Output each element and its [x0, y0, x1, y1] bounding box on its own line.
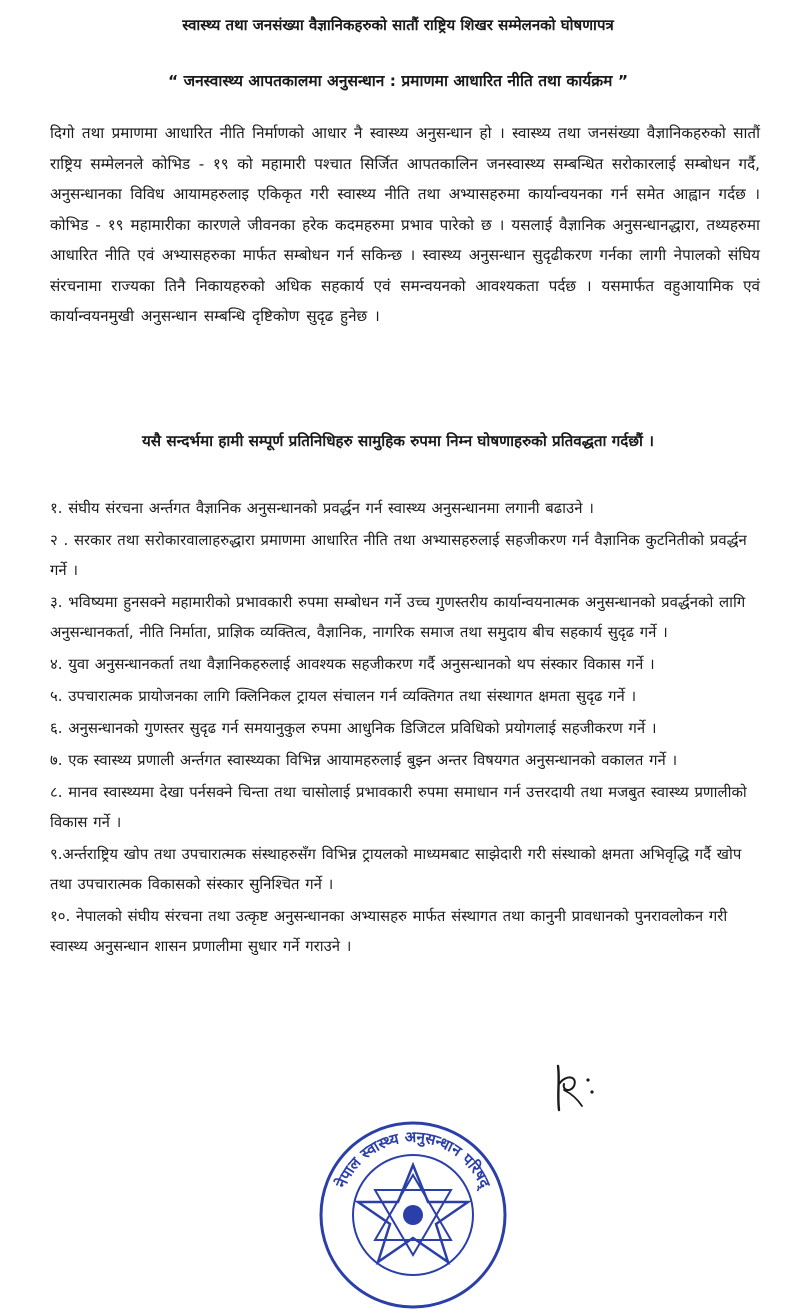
- declaration-points: [50, 493, 762, 963]
- organization-seal: [318, 1120, 508, 1310]
- declaration-point-5: ५. उपचारात्मक प्रायोजनका लागि क्लिनिकल ट्रायल संचालन गर्न व्यक्तिगत तथा संस्थागत क्षमता सुदृढ गर्ने ।: [50, 687, 637, 705]
- declaration-point-8: ८. मानव स्वास्थ्यमा देखा पर्नसक्ने चिन्ता तथा चासोलाई प्रभावकारी रुपमा समाधान गर्न उत्तरदायी तथा मजबुत स्वास्थ्य प्रणालीको विकास गर्ने ।: [50, 783, 747, 831]
- intro-paragraph: दिगो तथा प्रमाणमा आधारित नीति निर्माणको आधार नै स्वास्थ्य अनुसन्धान हो । स्वास्थ्य तथा जनसंख्या वैज्ञानिकहरुको सातौं राष्ट्रिय सम्मेलनले कोभिड - १९ को महामारी पश्चात सिर्जित आपतकालिन जनस्वास्थ्य सम्बन्धित सरोकारलाई सम्बोधन गर्दै, अनुसन्धानका विविध आयामहरुलाइ एकिकृत गरी स्वास्थ्य नीति तथा अभ्यासहरुमा कार्यान्वयनका गर्न समेत आह्वान गर्दछ । कोभिड - १९ महामारीका कारणले जीवनका हरेक कदमहरुमा प्रभाव पारेको छ । यसलाई वैज्ञानिक अनुसन्धानद्धारा, तथ्यहरुमा आधारित नीति एवं अभ्यासहरुका मार्फत सम्बोधन गर्न सकिन्छ । स्वास्थ्य अनुसन्धान सुदृढीकरण गर्नका लागी नेपालको संघिय संरचनामा राज्यका तिनै निकायहरुको अधिक सहकार्य एवं समन्वयनको आवश्यकता पर्दछ । यसमार्फत वहुआयामिक एवं कार्यान्वयनमुखी अनुसन्धान सम्बन्धि दृष्टिकोण सुदृढ हुनेछ ।: [50, 124, 760, 325]
- declaration-point-9: ९.अर्न्तराष्ट्रिय खोप तथा उपचारात्मक संस्थाहरुसँग विभिन्न ट्रायलको माध्यमबाट साझेदारी गरी संस्थाको क्षमता अभिवृद्धि गर्दै खोप तथा उपचारात्मक विकासको संस्कार सुनिश्चित गर्ने ।: [50, 845, 742, 893]
- declaration-point-3: ३. भविष्यमा हुनसक्ने महामारीको प्रभावकारी रुपमा सम्बोधन गर्ने उच्च गुणस्तरीय कार्यान्वयनात्मक अनुसन्धानको प्रवर्द्धनको लागि अनुसन्धानकर्ता, नीति निर्माता, प्राज्ञिक व्यक्तित्व, वैज्ञानिक, नागरिक समाज तथा समुदाय बीच सहकार्य सुदृढ गर्ने ।: [50, 593, 746, 641]
- page-title: स्वास्थ्य तथा जनसंख्या वैज्ञानिकहरुको सातौं राष्ट्रिय शिखर सम्मेलनको घोषणापत्र: [182, 16, 614, 34]
- declaration-point-7: ७. एक स्वास्थ्य प्रणाली अर्न्तगत स्वास्थ्यका विभिन्न आयामहरुलाई बुझ्न अन्तर विषयगत अनुसन्धानको वकालत गर्ने ।: [50, 751, 678, 769]
- declaration-point-4: ४. युवा अनुसन्धानकर्ता तथा वैज्ञानिकहरुलाई आवश्यक सहजीकरण गर्दै अनुसन्धानको थप संस्कार विकास गर्ने ।: [50, 655, 655, 673]
- resolution-statement: यसै सन्दर्भमा हामी सम्पूर्ण प्रतिनिधिहरु सामुहिक रुपमा निम्न घोषणाहरुको प्रतिवद्धता गर्दछौं ।: [142, 432, 654, 450]
- declaration-point-1: १. संघीय संरचना अर्न्तगत वैज्ञानिक अनुसन्धानको प्रवर्द्धन गर्न स्वास्थ्य अनुसन्धानमा लगानी बढाउने ।: [50, 499, 594, 517]
- page-subtitle: “ जनस्वास्थ्य आपतकालमा अनुसन्धान : प्रमाणमा आधारित नीति तथा कार्यक्रम ”: [167, 72, 629, 90]
- declaration-point-2: २ . सरकार तथा सरोकारवालाहरुद्धारा प्रमाणमा आधारित नीति तथा अभ्यासहरुलाई सहजीकरण गर्न वैज्ञानिक कुटनितीको प्रवर्द्धन गर्ने ।: [50, 531, 747, 579]
- declaration-point-6: ६. अनुसन्धानको गुणस्तर सुदृढ गर्न समयानुकुल रुपमा आधुनिक डिजिटल प्रविधिको प्रयोगलाई सहजीकरण गर्ने ।: [50, 719, 657, 737]
- signature-mark: [548, 1060, 600, 1116]
- svg-text:नेपाल स्वास्थ्य अनुसन्धान परिष: नेपाल स्वास्थ्य अनुसन्धान परिषद्: [331, 1127, 495, 1191]
- declaration-point-10: १०. नेपालको संघीय संरचना तथा उत्कृष्ट अनुसन्धानका अभ्यासहरु मार्फत संस्थागत तथा कानुनी प्रावधानको पुनरावलोकन गरी स्वास्थ्य अनुसन्धान शासन प्रणालीमा सुधार गर्ने गराउने ।: [50, 907, 728, 955]
